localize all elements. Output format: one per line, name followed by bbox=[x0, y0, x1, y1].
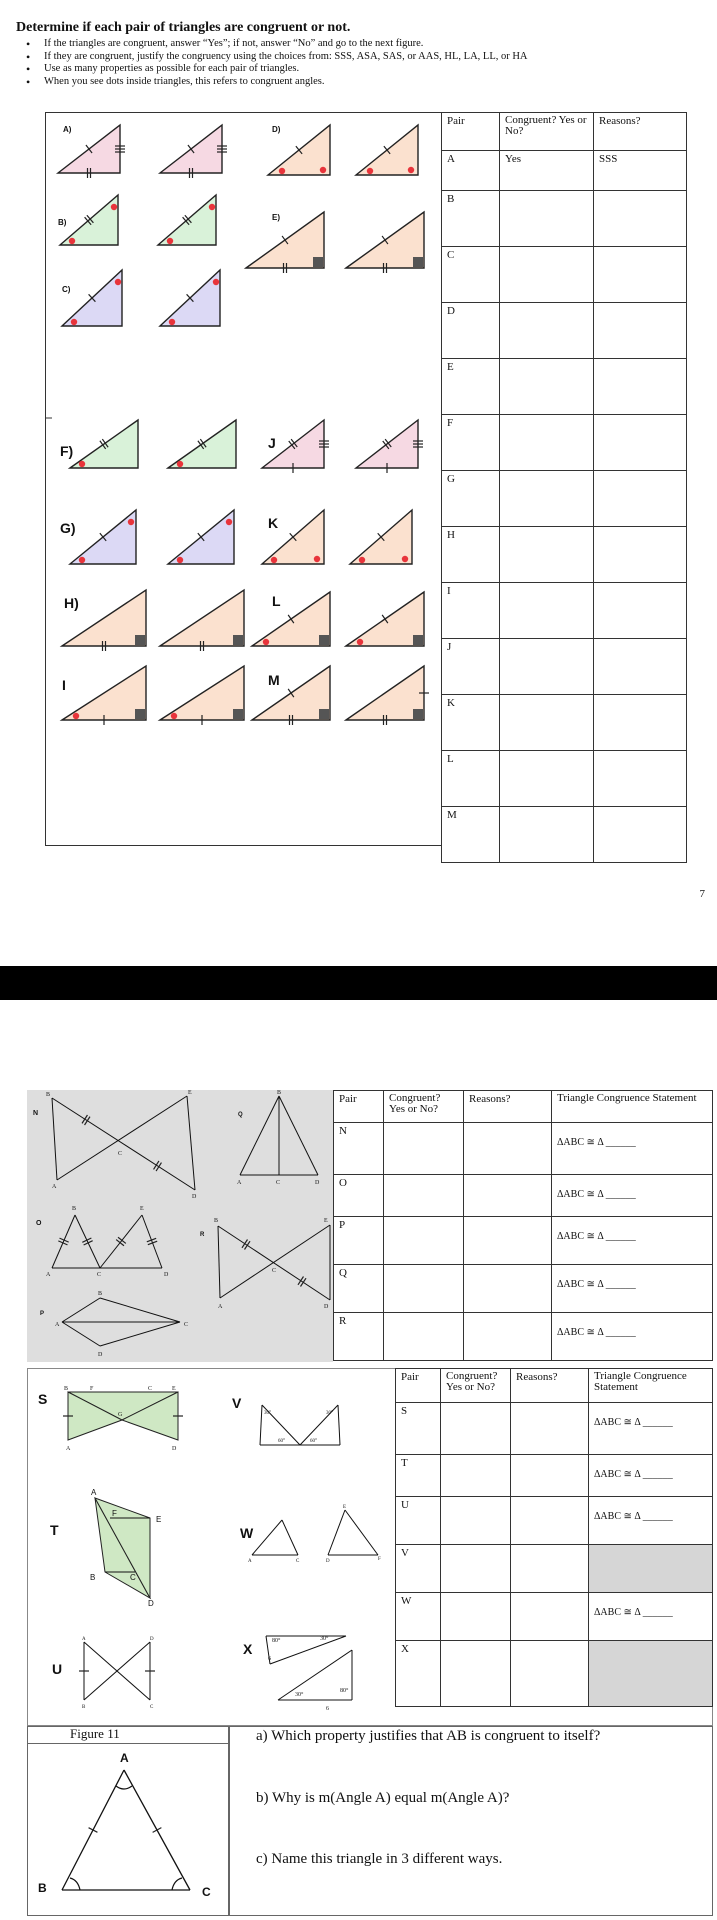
pair-cell: I bbox=[442, 583, 500, 639]
vertex-label: E bbox=[156, 1515, 162, 1524]
angle-mark-label: 80° bbox=[272, 1638, 281, 1644]
vertex-label: F bbox=[112, 1509, 117, 1518]
page-number: 7 bbox=[699, 888, 705, 900]
vertex-label: D bbox=[172, 1446, 177, 1452]
questions-box bbox=[229, 1726, 713, 1916]
statement-cell[interactable]: ΔABC ≅ Δ ______ bbox=[552, 1123, 713, 1175]
vertex-label: C bbox=[150, 1705, 154, 1710]
vertex-label: C bbox=[202, 1885, 211, 1899]
vertex-label: A bbox=[218, 1304, 223, 1310]
vertex-label: F bbox=[90, 1386, 94, 1392]
figure-label: F) bbox=[60, 443, 74, 459]
instruction-item: • If they are congruent, justify the congruency using the choices from: SSS, ASA, SAS, or AAS, HL, LA, LL, or HA bbox=[44, 51, 528, 64]
vertex-label: A bbox=[55, 1322, 60, 1328]
vertex-label: B bbox=[277, 1090, 282, 1096]
vertex-label: C bbox=[184, 1322, 189, 1328]
page-title: Determine if each pair of triangles are congruent or not. bbox=[16, 20, 351, 35]
col-congruent: Congruent? Yes or No? bbox=[500, 113, 594, 151]
figure-label: N bbox=[33, 1110, 39, 1117]
vertex-label: E bbox=[324, 1218, 328, 1224]
col-statement: Triangle Congruence Statement bbox=[589, 1369, 713, 1403]
angle-arc bbox=[70, 1878, 80, 1890]
tick-mark bbox=[89, 1828, 98, 1833]
figure-label: Q bbox=[238, 1112, 243, 1118]
col-statement: Triangle Congruence Statement bbox=[552, 1091, 713, 1123]
pair-cell: G bbox=[442, 471, 500, 527]
vertex-label: A bbox=[82, 1637, 86, 1642]
figure-label: G) bbox=[60, 520, 76, 536]
angle-mark-label: 6 bbox=[326, 1706, 329, 1712]
vertex-label: D bbox=[315, 1180, 320, 1186]
tick-mark bbox=[153, 1828, 162, 1833]
vertex-label: C bbox=[97, 1272, 102, 1278]
pair-cell: B bbox=[442, 191, 500, 247]
figure-label: P bbox=[40, 1311, 45, 1317]
vertex-label: E bbox=[343, 1505, 347, 1510]
figure-label: L bbox=[272, 593, 281, 609]
vertex-label: C bbox=[296, 1559, 300, 1564]
col-reasons: Reasons? bbox=[464, 1091, 552, 1123]
pair-cell: M bbox=[442, 807, 500, 863]
vertex-label: D bbox=[98, 1352, 103, 1358]
pair-cell: P bbox=[334, 1217, 384, 1265]
pair-cell: C bbox=[442, 247, 500, 303]
angle-mark-label: 30° bbox=[264, 1411, 271, 1416]
vertex-label: B bbox=[98, 1291, 103, 1297]
vertex-label: E bbox=[172, 1386, 176, 1392]
pair-cell: J bbox=[442, 639, 500, 695]
figure-label: K bbox=[268, 515, 279, 531]
figure-label: V bbox=[232, 1395, 242, 1411]
figure-label: A) bbox=[63, 125, 72, 134]
figure-label: E) bbox=[272, 213, 280, 222]
vertex-label: B bbox=[72, 1206, 77, 1212]
angle-mark-label: 6 bbox=[268, 1656, 271, 1662]
vertex-label: A bbox=[46, 1272, 51, 1278]
statement-cell[interactable]: ΔABC ≅ Δ ______ bbox=[552, 1175, 713, 1217]
pair-cell: L bbox=[442, 751, 500, 807]
vertex-label: B bbox=[214, 1218, 219, 1224]
angle-mark-label: 60° bbox=[278, 1439, 285, 1444]
pair-cell: X bbox=[396, 1641, 441, 1707]
statement-cell[interactable]: ΔABC ≅ Δ ______ bbox=[589, 1455, 713, 1497]
vertex-label: B bbox=[46, 1092, 51, 1098]
figure-label: C) bbox=[62, 285, 71, 294]
vertex-label: D bbox=[326, 1559, 330, 1564]
col-reasons: Reasons? bbox=[594, 113, 687, 151]
vertex-label: C bbox=[118, 1151, 123, 1157]
figure-label: T bbox=[50, 1522, 59, 1538]
pair-cell: E bbox=[442, 359, 500, 415]
vertex-label: A bbox=[52, 1184, 57, 1190]
vertex-label: C bbox=[130, 1573, 136, 1582]
statement-cell[interactable]: ΔABC ≅ Δ ______ bbox=[552, 1313, 713, 1361]
col-pair: Pair bbox=[442, 113, 500, 151]
pair-cell: V bbox=[396, 1545, 441, 1593]
vertex-label: C bbox=[276, 1180, 281, 1186]
angle-arc bbox=[172, 1878, 182, 1890]
col-congruent: Congruent? Yes or No? bbox=[441, 1369, 511, 1403]
pair-cell: D bbox=[442, 303, 500, 359]
pair-cell: A bbox=[442, 151, 500, 191]
vertex-label: B bbox=[82, 1705, 86, 1710]
pair-cell: K bbox=[442, 695, 500, 751]
figure-label: W bbox=[240, 1525, 254, 1541]
vertex-label: A bbox=[91, 1488, 97, 1497]
vertex-label: A bbox=[66, 1446, 71, 1452]
vertex-label: E bbox=[140, 1206, 144, 1212]
vertex-label: D bbox=[150, 1637, 154, 1642]
angle-mark-label: 80° bbox=[340, 1688, 349, 1694]
statement-cell[interactable]: ΔABC ≅ Δ ______ bbox=[589, 1497, 713, 1545]
col-pair: Pair bbox=[334, 1091, 384, 1123]
pair-cell: O bbox=[334, 1175, 384, 1217]
congruent-cell[interactable]: Yes bbox=[500, 151, 594, 191]
col-congruent: Congruent? Yes or No? bbox=[384, 1091, 464, 1123]
angle-mark-label: 30° bbox=[326, 1411, 333, 1416]
pair-cell: S bbox=[396, 1403, 441, 1455]
figure-label: I bbox=[62, 677, 66, 693]
pair-cell: R bbox=[334, 1313, 384, 1361]
question-b: b) Why is m(Angle A) equal m(Angle A)? bbox=[256, 1790, 510, 1806]
vertex-label: D bbox=[324, 1304, 329, 1310]
angle-mark-label: 30° bbox=[320, 1636, 329, 1642]
vertex-label: F bbox=[378, 1557, 381, 1562]
pair-cell: W bbox=[396, 1593, 441, 1641]
vertex-label: D bbox=[164, 1272, 169, 1278]
reasons-cell[interactable]: SSS bbox=[594, 151, 687, 191]
figure11-caption: Figure 11 bbox=[70, 1726, 120, 1741]
angle-arc bbox=[116, 1786, 132, 1789]
col-reasons: Reasons? bbox=[511, 1369, 589, 1403]
pair-cell: N bbox=[334, 1123, 384, 1175]
vertex-label: B bbox=[64, 1386, 69, 1392]
figure-label: R bbox=[200, 1232, 205, 1238]
statement-cell[interactable]: ΔABC ≅ Δ ______ bbox=[552, 1265, 713, 1313]
pair-cell: U bbox=[396, 1497, 441, 1545]
figure-label: S bbox=[38, 1391, 48, 1407]
vertex-label: D bbox=[192, 1194, 197, 1200]
figure-label: O bbox=[36, 1220, 42, 1227]
angle-mark-label: 30° bbox=[295, 1692, 304, 1698]
figure-label: H) bbox=[64, 595, 79, 611]
vertex-label: C bbox=[272, 1268, 277, 1274]
statement-cell[interactable]: ΔABC ≅ Δ ______ bbox=[589, 1403, 713, 1455]
vertex-label: A bbox=[248, 1559, 252, 1564]
pair-cell: F bbox=[442, 415, 500, 471]
vertex-label: A bbox=[237, 1180, 242, 1186]
instruction-item: • If the triangles are congruent, answer “Yes”; if not, answer “No” and go to the next figure. bbox=[44, 38, 528, 51]
pair-cell: Q bbox=[334, 1265, 384, 1313]
question-c: c) Name this triangle in 3 different ways. bbox=[256, 1851, 503, 1867]
figure-label: D) bbox=[272, 125, 281, 134]
instruction-item: • When you see dots inside triangles, this refers to congruent angles. bbox=[44, 76, 528, 89]
vertex-label: B bbox=[38, 1881, 47, 1895]
figure-label: X bbox=[243, 1641, 253, 1657]
vertex-label: B bbox=[90, 1573, 96, 1582]
figure-label: J bbox=[268, 435, 276, 451]
pair-cell: H bbox=[442, 527, 500, 583]
vertex-label: G bbox=[118, 1412, 123, 1418]
figure-label: U bbox=[52, 1661, 63, 1677]
figure-label: B) bbox=[58, 218, 67, 227]
pair-cell: T bbox=[396, 1455, 441, 1497]
angle-mark-label: 60° bbox=[310, 1439, 317, 1444]
vertex-label: C bbox=[148, 1386, 153, 1392]
instruction-item: • Use as many properties as possible for each pair of triangles. bbox=[44, 63, 528, 76]
col-pair: Pair bbox=[396, 1369, 441, 1403]
vertex-label: D bbox=[148, 1599, 154, 1608]
figure-label: M bbox=[268, 672, 280, 688]
vertex-label: E bbox=[188, 1090, 192, 1096]
statement-cell[interactable]: ΔABC ≅ Δ ______ bbox=[552, 1217, 713, 1265]
statement-cell[interactable]: ΔABC ≅ Δ ______ bbox=[589, 1593, 713, 1641]
question-a: a) Which property justifies that AB is congruent to itself? bbox=[256, 1728, 601, 1744]
vertex-label: A bbox=[120, 1751, 129, 1765]
